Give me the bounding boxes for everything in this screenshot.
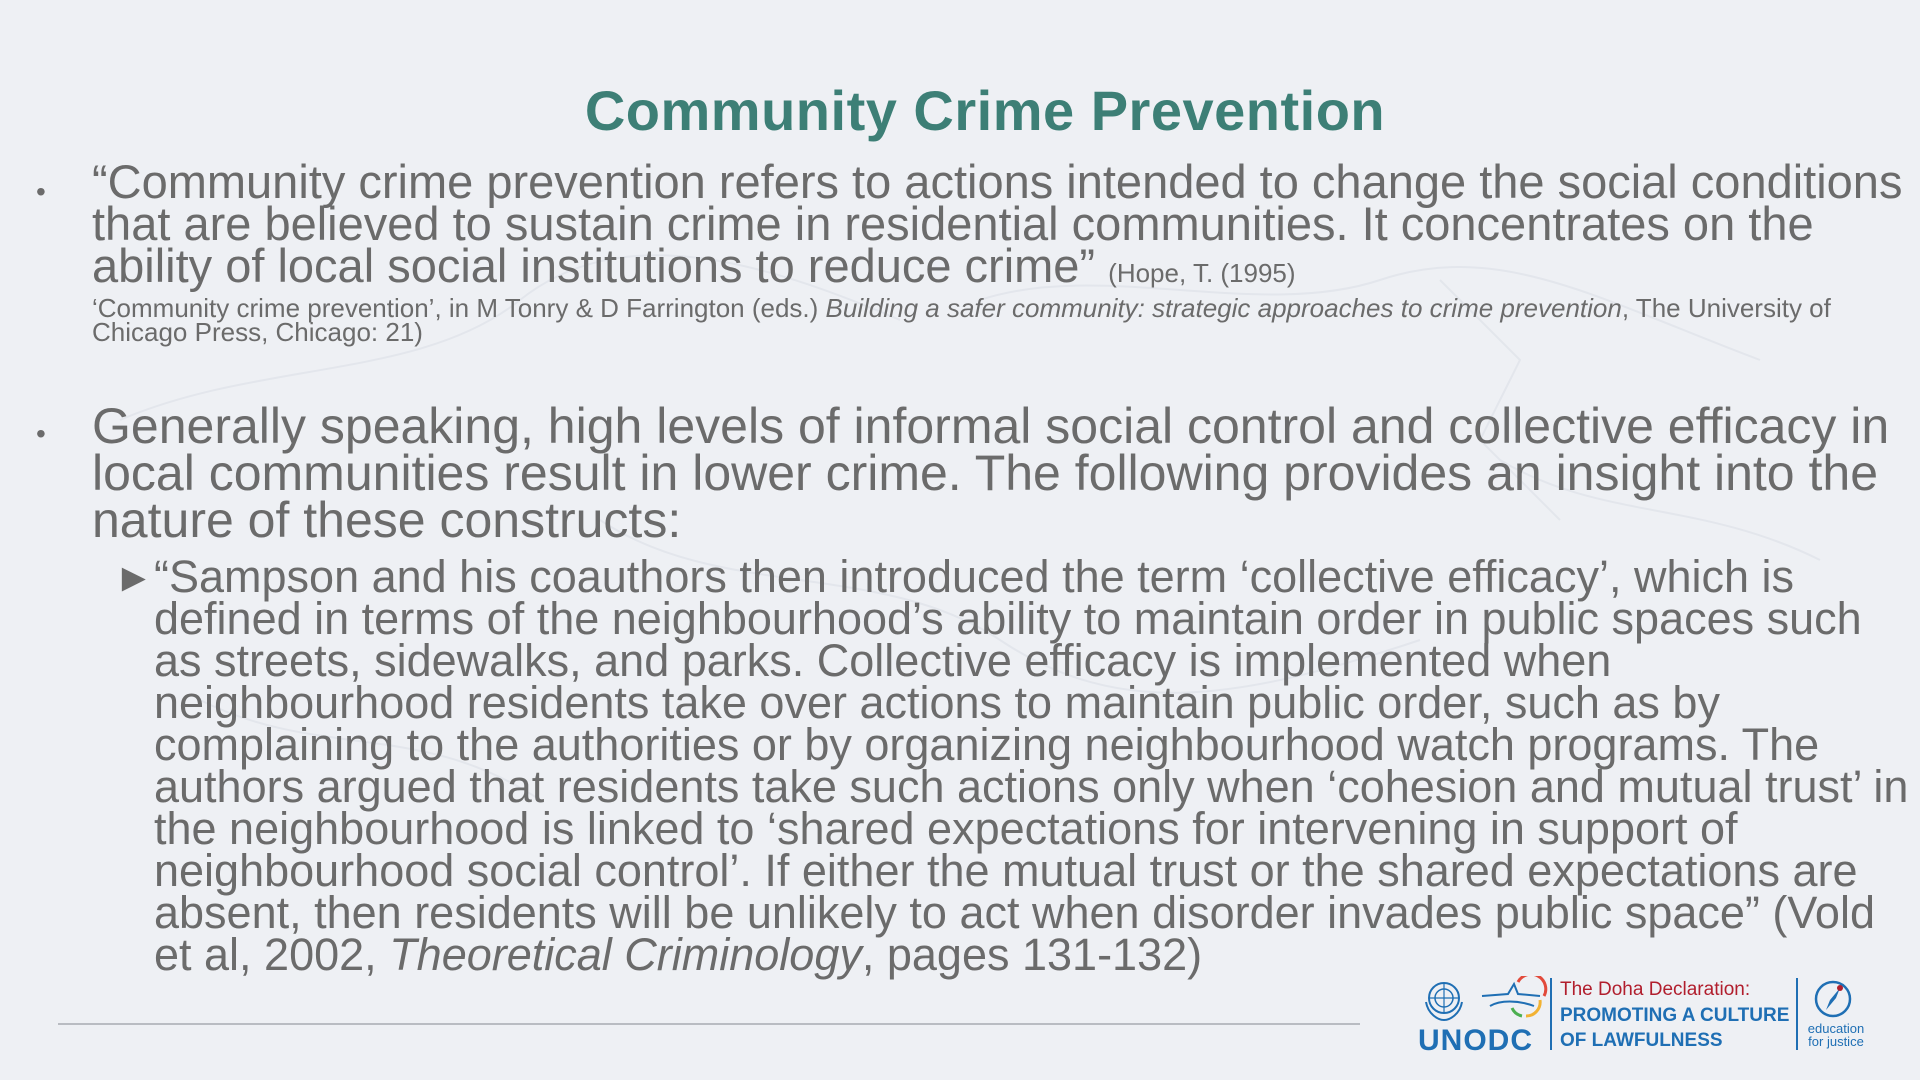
un-emblem-icon [1420,978,1468,1022]
hope-citation-inline: (Hope, T. (1995) [1108,258,1296,288]
slide-title: Community Crime Prevention [584,79,1386,142]
doha-declaration-label: The Doha Declaration: [1560,979,1751,1000]
e4j-line1: education [1807,1021,1865,1036]
doha-emblem-icon [1478,976,1548,1024]
bullet-marker: • [36,176,46,207]
unodc-logo-text: UNODC [1418,1024,1533,1057]
bullet-marker: • [36,418,46,449]
citation-book-title: Building a safer community: strategic approaches to crime prevention [825,293,1622,323]
hope-citation [92,293,1862,347]
sub-bullet-arrow-icon: ► [114,556,154,600]
collective-efficacy-paragraph: Generally speaking, high levels of informal social control and collective efficacy in local communities result in lower crime. The following provides an insight into the nature of these constructs: [92,398,1890,548]
vold-quote-pages: , pages 131-132) [861,929,1203,980]
hope-quote-text: “Community crime prevention refers to actions intended to change the social conditions that are believed to sustain crime in residential communities. It concentrates on the ability of local social institutions to reduce crime” [92,155,1903,292]
citation-part1: ‘Community crime prevention’, in M Tonry & D Farrington (eds.) [92,293,826,323]
citation-part2: , The University of Chicago Press, Chicago: 21) [92,293,1831,347]
doha-tagline-line1: PROMOTING A CULTURE [1560,1005,1790,1026]
e4j-line2: for justice [1808,1034,1864,1049]
doha-tagline-line2: OF LAWFULNESS [1560,1030,1723,1051]
logo-separator [1550,978,1552,1050]
vold-quote [154,551,1914,980]
vold-quote-text: “Sampson and his coauthors then introduced the term ‘collective efficacy’, which is defined in terms of the neighbourhood’s ability to maintain order in public spaces such as streets, sidewalks, and parks. Collective efficacy is implemented when neighbourhood residents take over actions to maintain public order, such as by complaining to the authorities or by organizing neighbourhood watch programs. The authors argued that residents take such actions only when ‘cohesion and mutual trust’ in the neighbourhood is linked to ‘shared expectations for intervening in support of neighbourhood social control’. If either the mutual trust or the shared expectations are absent, then residents will be unlikely to act when disorder invades public space” (Vold et al, 2002, [154,551,1909,980]
vold-book-title: Theoretical Criminology [389,929,862,980]
compass-icon [1812,978,1854,1020]
hope-quote [92,155,1912,294]
education-for-justice-logo-text [1806,1022,1866,1048]
logo-separator [1796,978,1798,1050]
footer-divider [58,1023,1360,1025]
